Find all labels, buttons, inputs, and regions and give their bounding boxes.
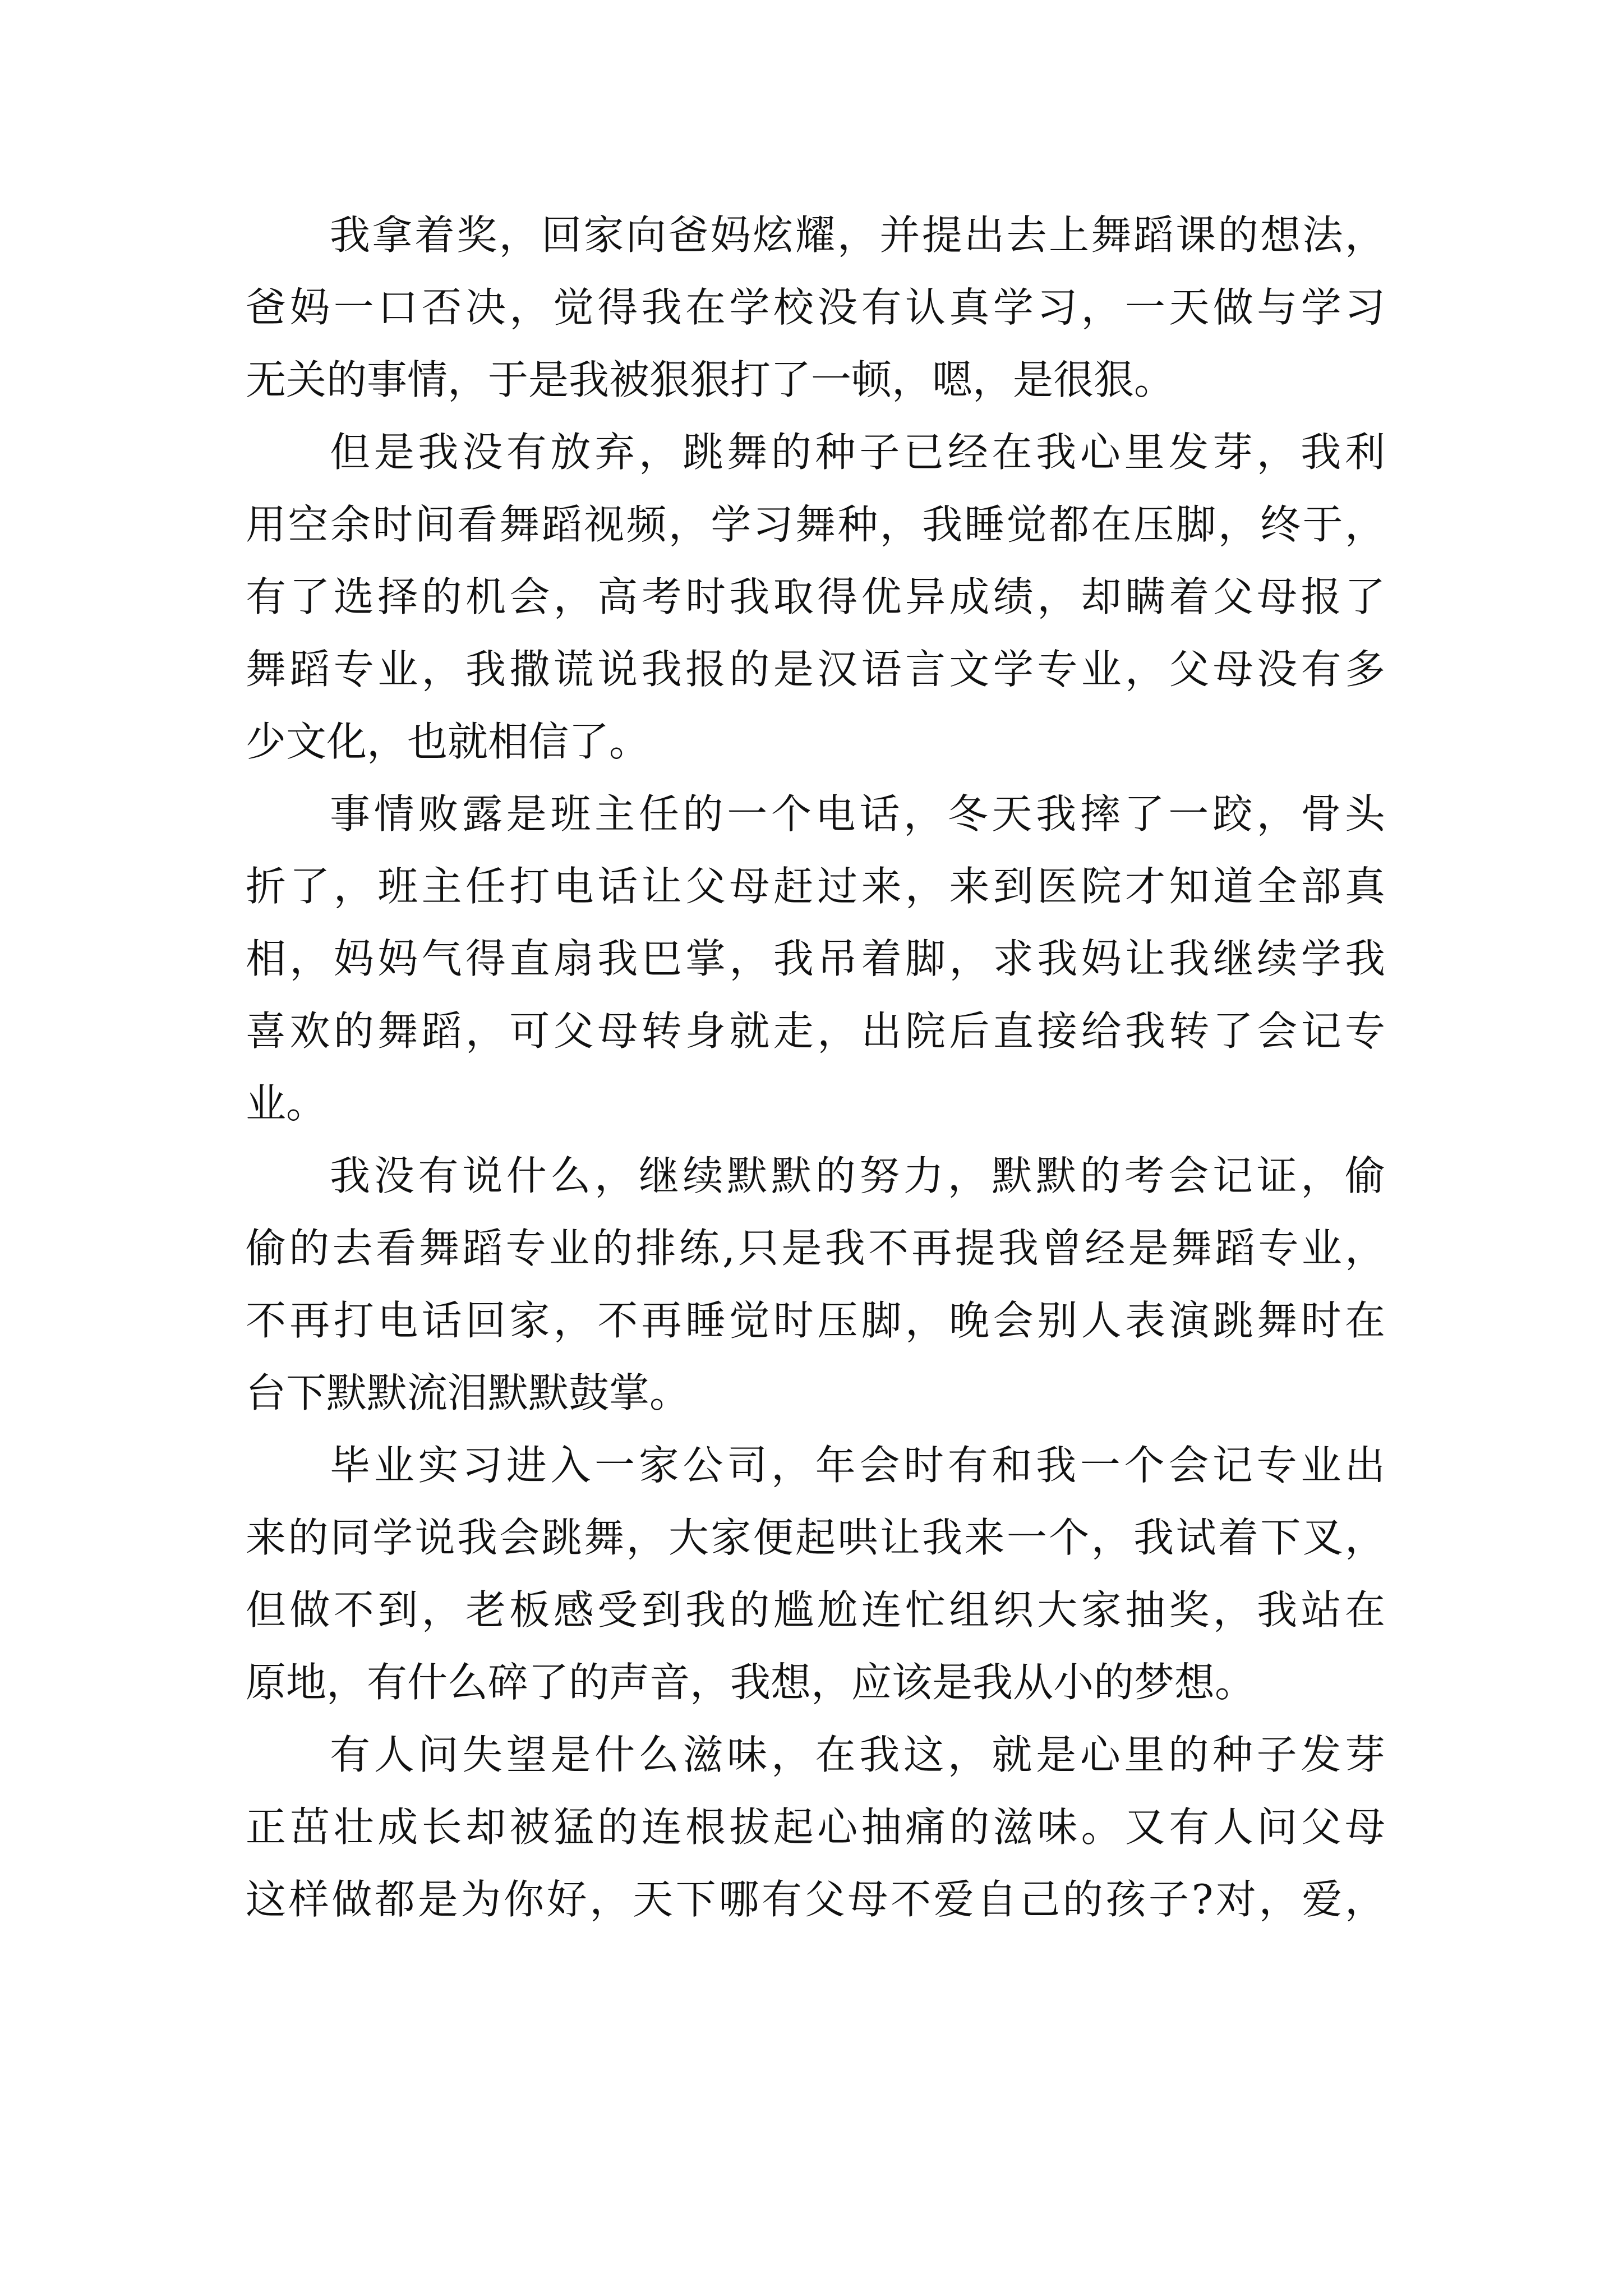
text-line: 偷的去看舞蹈专业的排练,只是我不再提我曾经是舞蹈专业，	[246, 1225, 1385, 1272]
text-line: 正茁壮成长却被猛的连根拔起心抽痛的滋味。又有人问父母	[246, 1803, 1385, 1851]
text-line: 我没有说什么，继续默默的努力，默默的考会记证，偷	[330, 1152, 1385, 1199]
text-line: 原地，有什么碎了的声音，我想，应该是我从小的梦想。	[246, 1659, 1256, 1706]
text-line: 台下默默流泪默默鼓掌。	[246, 1369, 690, 1416]
text-line: 但是我没有放弃，跳舞的种子已经在我心里发芽，我利	[330, 429, 1385, 476]
text-line: 无关的事情，于是我被狠狠打了一顿，嗯，是很狠。	[246, 356, 1175, 403]
paragraph	[246, 778, 1385, 1140]
text-line: 我拿着奖，回家向爸妈炫耀，并提出去上舞蹈课的想法，	[330, 211, 1385, 259]
paragraph	[246, 199, 1385, 416]
text-line: 来的同学说我会跳舞，大家便起哄让我来一个，我试着下叉，	[246, 1514, 1385, 1561]
text-line: 舞蹈专业，我撒谎说我报的是汉语言文学专业，父母没有多	[246, 646, 1385, 693]
text-line: 毕业实习进入一家公司，年会时有和我一个会记专业出	[330, 1442, 1385, 1489]
text-line: 用空余时间看舞蹈视频，学习舞种，我睡觉都在压脚，终于，	[246, 501, 1385, 548]
text-line: 相，妈妈气得直扇我巴掌，我吊着脚，求我妈让我继续学我	[246, 935, 1385, 982]
paragraph	[246, 1429, 1385, 1719]
text-line: 不再打电话回家，不再睡觉时压脚，晚会别人表演跳舞时在	[246, 1297, 1385, 1344]
text-line: 但做不到，老板感受到我的尴尬连忙组织大家抽奖，我站在	[246, 1586, 1385, 1634]
body-text	[246, 199, 1385, 1936]
text-line: 有了选择的机会，高考时我取得优异成绩，却瞒着父母报了	[246, 573, 1385, 620]
text-line: 爸妈一口否决，觉得我在学校没有认真学习，一天做与学习	[246, 284, 1385, 331]
text-line: 有人问失望是什么滋味，在我这，就是心里的种子发芽	[330, 1731, 1385, 1778]
text-line: 业。	[246, 1080, 327, 1127]
text-line: 这样做都是为你好，天下哪有父母不爱自己的孩子?对，爱，	[246, 1876, 1385, 1923]
text-line: 喜欢的舞蹈，可父母转身就走，出院后直接给我转了会记专	[246, 1007, 1385, 1055]
paragraph	[246, 1719, 1385, 1936]
text-line: 折了，班主任打电话让父母赶过来，来到医院才知道全部真	[246, 863, 1385, 910]
paragraph	[246, 1140, 1385, 1429]
paragraph	[246, 416, 1385, 778]
text-line: 事情败露是班主任的一个电话，冬天我摔了一跤，骨头	[330, 790, 1385, 838]
text-line: 少文化，也就相信了。	[246, 718, 650, 765]
